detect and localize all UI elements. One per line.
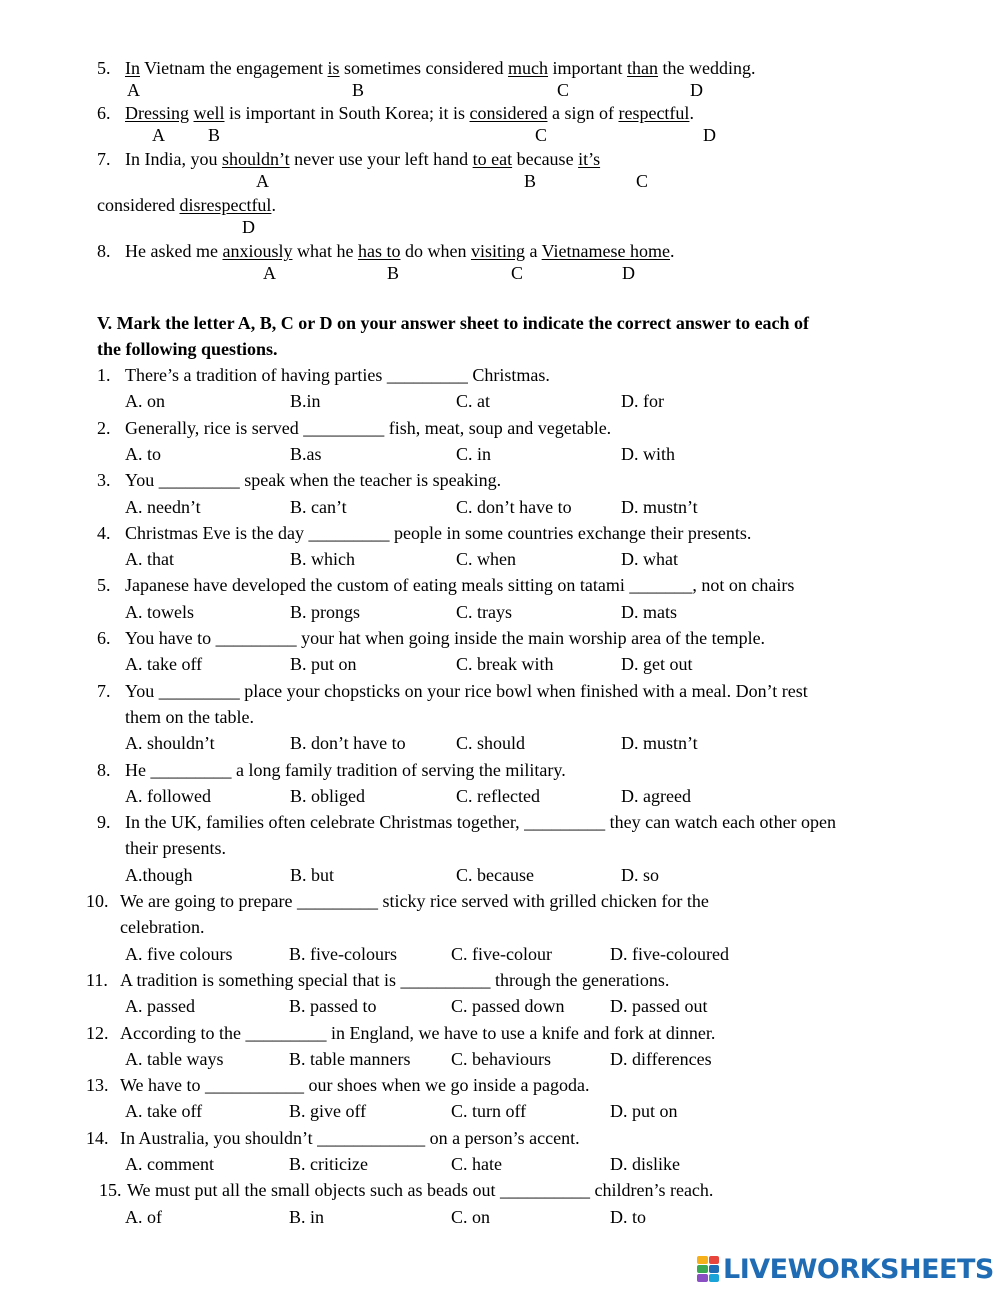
question-text: You have to _________ your hat when going inside the main worship area of the temple. [125, 628, 766, 648]
underlined-option: anxiously [222, 241, 293, 261]
question-sentence [125, 241, 675, 261]
option-letter: A [263, 263, 276, 283]
underlined-option: it’s [578, 149, 601, 169]
option-letter: A [127, 80, 140, 100]
sentence-text: . [689, 103, 694, 123]
sentence-text: a sign of [547, 103, 619, 123]
question-text: According to the _________ in England, we have to use a knife and fork at dinner. [120, 1022, 716, 1043]
answer-option[interactable]: A. passed [125, 996, 195, 1017]
question-number: 4. [97, 522, 111, 543]
answer-option[interactable]: B. put on [290, 654, 357, 675]
answer-option[interactable]: C. on [451, 1206, 491, 1227]
sentence-text: In India, you [125, 149, 222, 169]
question-number: 5. [97, 58, 111, 78]
answer-option[interactable]: C. break with [456, 654, 554, 675]
sentence-text: considered [97, 195, 180, 215]
answer-option[interactable]: A. take off [125, 1101, 203, 1122]
answer-option[interactable]: D. for [621, 391, 664, 412]
underlined-option: well [193, 103, 225, 123]
answer-option[interactable]: B. give off [289, 1101, 367, 1122]
answer-option[interactable]: B. which [290, 549, 355, 570]
answer-option[interactable]: A. towels [125, 601, 194, 622]
sentence-text: is important in South Korea; it is [224, 103, 470, 123]
option-letter: B [387, 263, 400, 283]
answer-option[interactable]: A. on [125, 391, 165, 412]
underlined-option: than [627, 58, 659, 78]
sentence-text: sometimes considered [339, 58, 509, 78]
answer-option[interactable]: A. needn’t [125, 496, 201, 517]
underlined-option: respectful [618, 103, 690, 123]
answer-option[interactable]: C. when [456, 549, 516, 570]
option-letter: C [511, 263, 524, 283]
option-letter: A [152, 125, 165, 145]
question-text-continued: celebration. [120, 917, 205, 938]
sentence-text: never use your left hand [289, 149, 473, 169]
answer-option[interactable]: B.in [290, 391, 321, 412]
sentence-text: Vietnam the engagement [140, 58, 328, 78]
answer-option[interactable]: C. five-colour [451, 943, 552, 964]
question-number: 9. [97, 812, 111, 833]
option-letter: D [622, 263, 635, 283]
question-text: In the UK, families often celebrate Christmas together, _________ they can watch each other open [125, 812, 837, 833]
underlined-option: disrespectful [179, 195, 272, 215]
logo-text: LIVEWORKSHEETS [723, 1253, 994, 1285]
answer-option[interactable]: A. of [125, 1206, 162, 1227]
liveworksheets-logo-icon [697, 1256, 719, 1282]
sentence-text: a [524, 241, 542, 261]
question-sentence-continued [97, 195, 276, 215]
option-letter: B [524, 171, 537, 191]
liveworksheets-logo [697, 1252, 994, 1286]
question-number: 12. [86, 1022, 109, 1043]
option-letter: C [535, 125, 548, 145]
option-letter: C [636, 171, 649, 191]
answer-option[interactable]: D. passed out [610, 996, 708, 1017]
answer-option[interactable]: D. with [621, 443, 675, 464]
question-number: 10. [86, 891, 109, 911]
answer-option[interactable]: B. criticize [289, 1154, 368, 1174]
sentence-text: the wedding. [658, 58, 756, 78]
option-letter: B [352, 80, 365, 100]
answer-option[interactable]: B. table manners [289, 1048, 411, 1069]
question-text: Japanese have developed the custom of eating meals sitting on tatami _______, not on chairs [125, 575, 795, 596]
answer-option[interactable]: D. differences [610, 1048, 712, 1069]
option-letter: A [256, 171, 269, 191]
answer-option[interactable]: C. in [456, 443, 492, 464]
question-text: A tradition is something special that is __________ through the generations. [120, 969, 670, 990]
answer-option[interactable]: C. trays [456, 601, 512, 622]
question-number: 13. [86, 1075, 109, 1096]
answer-option[interactable]: C. reflected [456, 785, 540, 806]
answer-option[interactable]: B. in [289, 1206, 325, 1227]
answer-option[interactable]: D. put on [610, 1101, 678, 1122]
answer-option[interactable]: B. passed to [289, 996, 377, 1017]
question-text: He _________ a long family tradition of serving the military. [125, 759, 566, 780]
answer-option[interactable]: A. comment [125, 1154, 214, 1174]
option-letter: C [557, 80, 570, 100]
question-text: In Australia, you shouldn’t ____________ on a person’s accent. [120, 1127, 580, 1148]
underlined-option: visiting [470, 241, 525, 261]
question-sentence [125, 103, 694, 123]
question-text: We are going to prepare _________ sticky rice served with grilled chicken for the [120, 891, 709, 911]
question-text: Christmas Eve is the day _________ people in some countries exchange their presents. [125, 522, 752, 543]
answer-option[interactable]: A. shouldn’t [125, 733, 215, 754]
question-text-continued: their presents. [125, 838, 226, 859]
question-sentence [125, 149, 600, 169]
answer-option[interactable]: D. agreed [621, 785, 691, 806]
underlined-option: Dressing [125, 103, 189, 123]
question-text: You _________ speak when the teacher is speaking. [125, 470, 502, 491]
question-text: You _________ place your chopsticks on your rice bowl when finished with a meal. Don’t rest [125, 680, 808, 701]
answer-option[interactable]: C. should [456, 733, 526, 754]
question-number: 6. [97, 628, 111, 648]
question-number: 11. [86, 969, 108, 990]
underlined-option: is [327, 58, 340, 78]
answer-option[interactable]: A. five colours [125, 943, 233, 964]
answer-option[interactable]: D. to [610, 1206, 646, 1227]
answer-option[interactable]: B. can’t [290, 496, 347, 517]
section-heading-line2: the following questions. [97, 339, 278, 359]
question-number: 7. [97, 149, 111, 169]
question-text-continued: them on the table. [125, 706, 254, 727]
answer-option[interactable]: C. because [456, 864, 534, 885]
answer-option[interactable]: D. what [621, 549, 678, 570]
option-letter: D [690, 80, 703, 100]
answer-option[interactable]: D. so [621, 864, 660, 885]
underlined-option: considered [469, 103, 548, 123]
underlined-option: much [508, 58, 549, 78]
option-letter: B [208, 125, 221, 145]
answer-option[interactable]: B. but [290, 864, 335, 885]
question-text: We must put all the small objects such as beads out __________ children’s reach. [127, 1180, 714, 1201]
question-number: 6. [97, 103, 111, 123]
question-sentence [125, 58, 756, 78]
sentence-text: what he [292, 241, 358, 261]
answer-option[interactable]: A. that [125, 549, 174, 570]
answer-option[interactable]: D. mustn’t [621, 733, 698, 754]
answer-option[interactable]: A.though [125, 864, 193, 885]
answer-option[interactable]: B. don’t have to [290, 733, 406, 754]
sentence-text: because [512, 149, 579, 169]
question-number: 15. [99, 1180, 122, 1201]
question-text: Generally, rice is served _________ fish, meat, soup and vegetable. [125, 417, 612, 438]
sentence-text: He asked me [125, 241, 223, 261]
underlined-option: to eat [472, 149, 513, 169]
answer-option[interactable]: A. to [125, 443, 161, 464]
question-number: 1. [97, 365, 111, 385]
underlined-option: Vietnamese home [541, 241, 671, 261]
answer-option[interactable]: A. table ways [125, 1048, 224, 1069]
question-text: There’s a tradition of having parties _________ Christmas. [125, 365, 550, 385]
answer-option[interactable]: B. five-colours [289, 943, 397, 964]
answer-option[interactable]: B.as [290, 443, 322, 464]
sentence-text: important [548, 58, 628, 78]
answer-option[interactable]: D. five-coloured [610, 943, 729, 964]
answer-option[interactable]: D. mustn’t [621, 496, 698, 517]
sentence-text: . [670, 241, 675, 261]
option-letter: D [242, 217, 255, 237]
answer-option[interactable]: C. turn off [451, 1101, 527, 1122]
answer-option[interactable]: C. passed down [451, 996, 565, 1017]
question-number: 8. [97, 759, 111, 780]
underlined-option: In [125, 58, 140, 78]
question-number: 7. [97, 680, 111, 701]
option-letter: D [703, 125, 716, 145]
question-number: 3. [97, 470, 111, 491]
answer-option[interactable]: C. behaviours [451, 1048, 551, 1069]
answer-option[interactable]: D. dislike [610, 1154, 680, 1174]
answer-option[interactable]: A. take off [125, 654, 203, 675]
sentence-text: . [271, 195, 276, 215]
question-number: 14. [86, 1127, 109, 1148]
answer-option[interactable]: D. mats [621, 601, 677, 622]
sentence-text: do when [400, 241, 471, 261]
answer-option[interactable]: D. get out [621, 654, 693, 675]
answer-option[interactable]: A. followed [125, 785, 211, 806]
answer-option[interactable]: B. obliged [290, 785, 365, 806]
question-number: 5. [97, 575, 111, 596]
underlined-option: has to [357, 241, 401, 261]
section-heading-line1: V. Mark the letter A, B, C or D on your answer sheet to indicate the correct answer to each of [97, 313, 810, 333]
underlined-option: shouldn’t [221, 149, 290, 169]
answer-option[interactable]: C. don’t have to [456, 496, 572, 517]
answer-option[interactable]: B. prongs [290, 601, 361, 622]
answer-option[interactable]: C. hate [451, 1154, 502, 1174]
question-number: 2. [97, 417, 111, 438]
question-text: We have to ___________ our shoes when we go inside a pagoda. [120, 1075, 590, 1096]
question-number: 8. [97, 241, 111, 261]
answer-option[interactable]: C. at [456, 391, 490, 412]
